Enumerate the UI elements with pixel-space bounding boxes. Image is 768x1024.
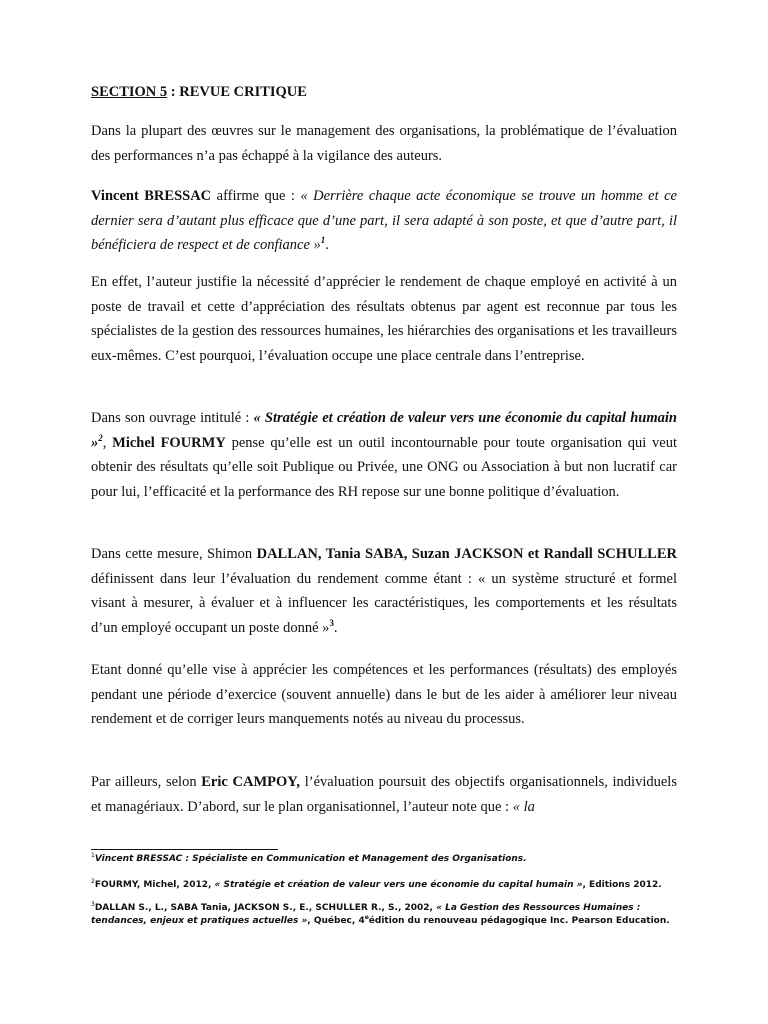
footnote-1-text: Vincent BRESSAC : Spécialiste en Communication et Management des Organisations. xyxy=(94,854,527,864)
footnote-3-author: DALLAN S., L., SABA Tania, JACKSON S., E., SCHULLER R., S., 2002, xyxy=(94,903,437,913)
paragraph-4-intro: Dans son ouvrage intitulé : xyxy=(91,410,254,426)
section-heading xyxy=(91,84,307,101)
paragraph-4-sep: , xyxy=(102,434,113,451)
paragraph-2-intro: affirme que : xyxy=(211,188,301,204)
footnote-separator xyxy=(91,849,278,850)
campoy-quote-start: « la xyxy=(512,798,535,815)
footnote-3-rest-b: édition du renouveau pédagogique Inc. Pearson Education. xyxy=(368,915,670,926)
footnote-ref-3: 3 xyxy=(329,618,334,629)
footnote-3-number: 3 xyxy=(91,901,95,908)
paragraph-2 xyxy=(91,184,677,258)
paragraph-4-rest: pense qu’elle est un outil incontournable pour toute organisation qui veut obtenir des résultats qu’elle soit Publique ou Privée, une ONG ou Association à but non lucratif car pour lui, l’efficacité et la performance des RH repose sur une bonne politique d’évaluation. xyxy=(91,434,678,501)
footnote-3-rest-a: , Québec, 4 xyxy=(307,915,365,926)
footnote-2-title: « Stratégie et création de valeur vers une économie du capital humain » xyxy=(214,880,583,890)
footnote-3-sup: e xyxy=(364,913,369,921)
paragraph-5-end: . xyxy=(333,620,338,637)
document-page xyxy=(91,0,677,1024)
paragraph-6: Etant donné qu’elle vise à apprécier les compétences et les performances (résultats) des employés pendant une période d’exercice (souvent annuelle) dans le but de les aider à améliorer leur niveau rendement et de corriger leurs manquements notés au niveau du processus. xyxy=(91,662,677,728)
paragraph-3: En effet, l’auteur justifie la nécessité d’apprécier le rendement de chaque employé en activité à un poste de travail et cette d’appréciation des résultats obtenus par agent est reconnue par tous les spécialistes de la gestion des ressources humaines, les hiérarchies des organisations et les travailleurs eux-mêmes. C’est pourquoi, l’évaluation occupe une place centrale dans l’entreprise. xyxy=(91,274,678,365)
footnote-2-author: FOURMY, Michel, 2012, xyxy=(94,880,215,890)
book-title-fourmy: « Stratégie et création de valeur vers une économie du capital humain » xyxy=(91,410,677,451)
paragraph-1: Dans la plupart des œuvres sur le management des organisations, la problématique de l’évaluation des performances n’a pas échappé à la vigilance des auteurs. xyxy=(91,123,677,164)
bressac-quote: « Derrière chaque acte économique se trouve un homme et ce dernier sera d’autant plus efficace que d’une part, il sera adapté à son poste, et que d’autre part, il bénéficiera de respect et de confiance » xyxy=(91,188,677,254)
footnote-ref-2: 2 xyxy=(98,432,103,443)
section-number: SECTION 5 xyxy=(91,84,168,100)
footnote-2-number: 2 xyxy=(91,878,95,885)
footnote-3-title: « La Gestion des Ressources Humaines : tendances, enjeux et pratiques actuelles » xyxy=(91,903,641,926)
paragraph-4 xyxy=(91,406,677,505)
paragraph-5-intro: Dans cette mesure, Shimon xyxy=(91,546,257,562)
paragraph-5 xyxy=(91,542,677,641)
section-title: REVUE CRITIQUE xyxy=(179,84,307,100)
paragraph-7 xyxy=(91,770,677,819)
footnote-ref-1: 1 xyxy=(320,235,326,246)
author-fourmy: Michel FOURMY xyxy=(112,434,226,451)
paragraph-7-rest: l’évaluation poursuit des objectifs organisationnels, individuels et managériaux. D’abord, sur le plan organisationnel, l’auteur note que : xyxy=(91,774,677,815)
footnote-2 xyxy=(91,879,677,892)
section-separator: : xyxy=(167,84,180,100)
author-campoy: Eric CAMPOY, xyxy=(201,774,301,790)
paragraph-2-end: . xyxy=(325,237,329,254)
footnote-1 xyxy=(91,853,677,866)
footnote-2-rest: , Editions 2012. xyxy=(582,880,662,890)
footnote-3 xyxy=(91,902,677,927)
paragraph-5-rest: définissent dans leur l’évaluation du rendement comme étant : « un système structuré et formel visant à mesurer, à évaluer et à influencer les caractéristiques, les comportements et les résultats d’un employé occupant un poste donné » xyxy=(91,570,677,637)
paragraph-7-intro: Par ailleurs, selon xyxy=(91,774,202,790)
authors-dallan: DALLAN, Tania SABA, Suzan JACKSON et Randall SCHULLER xyxy=(256,546,677,562)
footnote-1-number: 1 xyxy=(91,852,95,859)
author-bressac: Vincent BRESSAC xyxy=(91,188,212,204)
